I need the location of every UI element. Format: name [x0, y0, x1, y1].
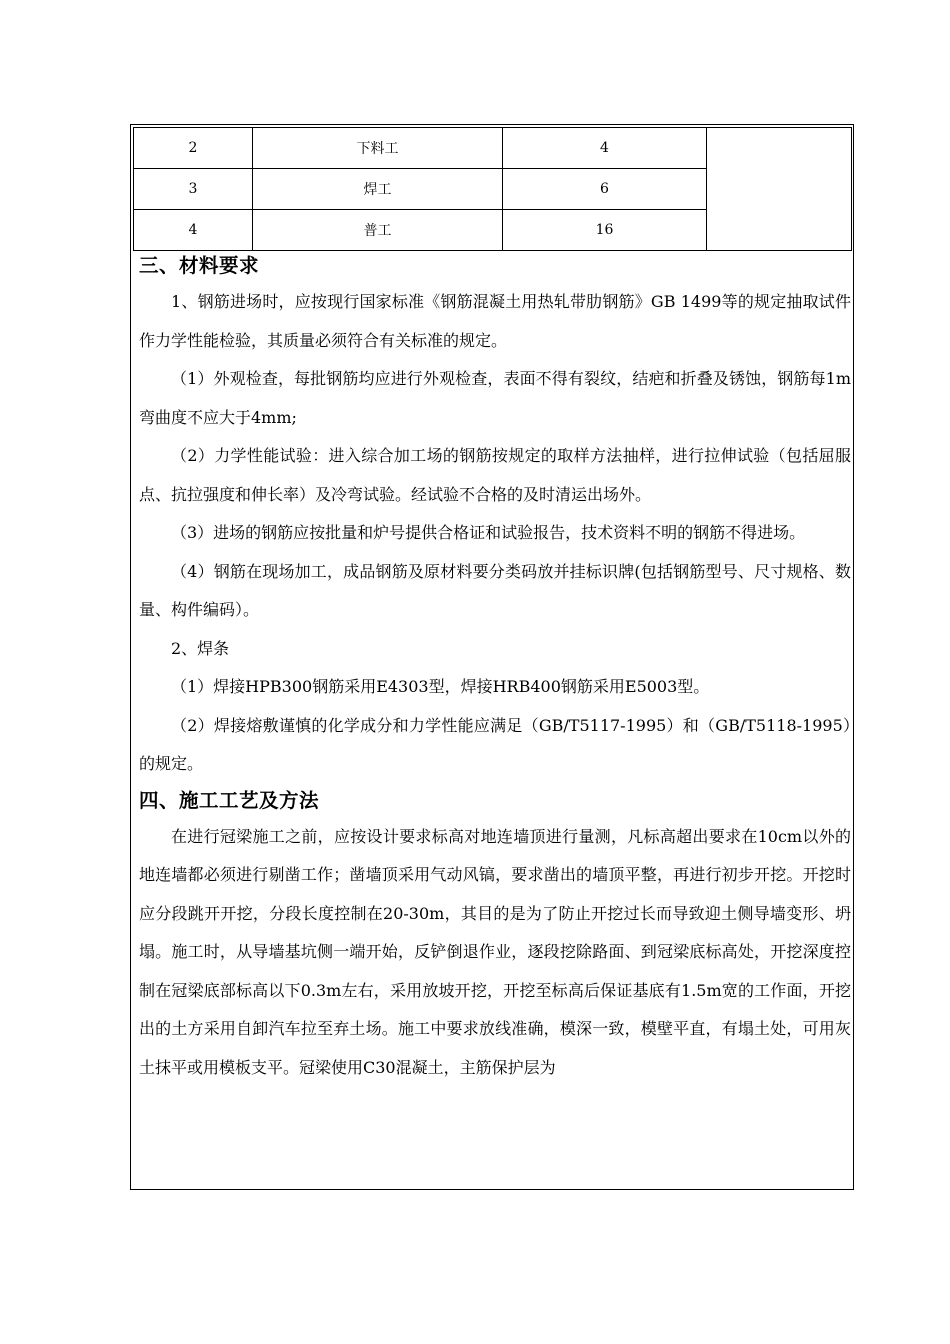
worker-count: 6 — [503, 169, 707, 210]
document-frame — [130, 124, 854, 1190]
row-number: 3 — [134, 169, 253, 210]
worker-count: 4 — [503, 128, 707, 169]
table-row — [134, 128, 852, 169]
worker-type: 焊工 — [253, 169, 503, 210]
remarks-cell — [707, 128, 852, 251]
paragraph: （2）力学性能试验：进入综合加工场的钢筋按规定的取样方法抽样，进行拉伸试验（包括屈服点、抗拉强度和伸长率）及冷弯试验。经试验不合格的及时清运出场外。 — [139, 446, 851, 504]
paragraph: （2）焊接熔敷谨慎的化学成分和力学性能应满足（GB/T5117-1995）和（GB/T5118-1995）的规定。 — [139, 715, 851, 773]
document-body — [139, 249, 851, 1087]
paragraph: 在进行冠梁施工之前，应按设计要求标高对地连墙顶进行量测，凡标高超出要求在10cm以外的地连墙都必须进行剔凿工作；凿墙顶采用气动风镐，要求凿出的墙顶平整，再进行初步开挖。开挖时应分段跳开开挖，分段长度控制在20-30m，其目的是为了防止开挖过长而导致迎土侧导墙变形、坍塌。施工时，从导墙基坑侧一端开始，反铲倒退作业，逐段挖除路面、到冠梁底标高处，开挖深度控制在冠梁底部标高以下0.3m左右，采用放坡开挖，开挖至标高后保证基底有1.5m宽的工作面，开挖出的土方采用自卸汽车拉至弃土场。施工中要求放线准确，模深一致，模壁平直，有塌土处，可用灰土抹平或用模板支平。冠梁使用C30混凝土，主筋保护层为 — [139, 826, 851, 1077]
paragraph: （4）钢筋在现场加工，成品钢筋及原材料要分类码放并挂标识牌(包括钢筋型号、尺寸规格、数量、构件编码）。 — [139, 561, 851, 619]
worker-count: 16 — [503, 210, 707, 251]
row-number: 2 — [134, 128, 253, 169]
paragraph: 2、焊条 — [171, 638, 230, 658]
paragraph: 1、钢筋进场时，应按现行国家标准《钢筋混凝土用热轧带肋钢筋》GB 1499等的规定抽取试件作力学性能检验，其质量必须符合有关标准的规定。 — [139, 292, 851, 350]
worker-type: 下料工 — [253, 128, 503, 169]
paragraph: （1）外观检查，每批钢筋均应进行外观检查，表面不得有裂纹，结疤和折叠及锈蚀，钢筋每1m弯曲度不应大于4mm; — [139, 369, 851, 427]
labor-table — [133, 127, 852, 251]
section-heading-materials: 三、材料要求 — [139, 254, 260, 277]
section-heading-construction: 四、施工工艺及方法 — [139, 788, 320, 812]
worker-type: 普工 — [253, 210, 503, 251]
paragraph: （3）进场的钢筋应按批量和炉号提供合格证和试验报告，技术资料不明的钢筋不得进场。 — [171, 523, 806, 542]
row-number: 4 — [134, 210, 253, 251]
paragraph: （1）焊接HPB300钢筋采用E4303型，焊接HRB400钢筋采用E5003型。 — [171, 677, 710, 696]
